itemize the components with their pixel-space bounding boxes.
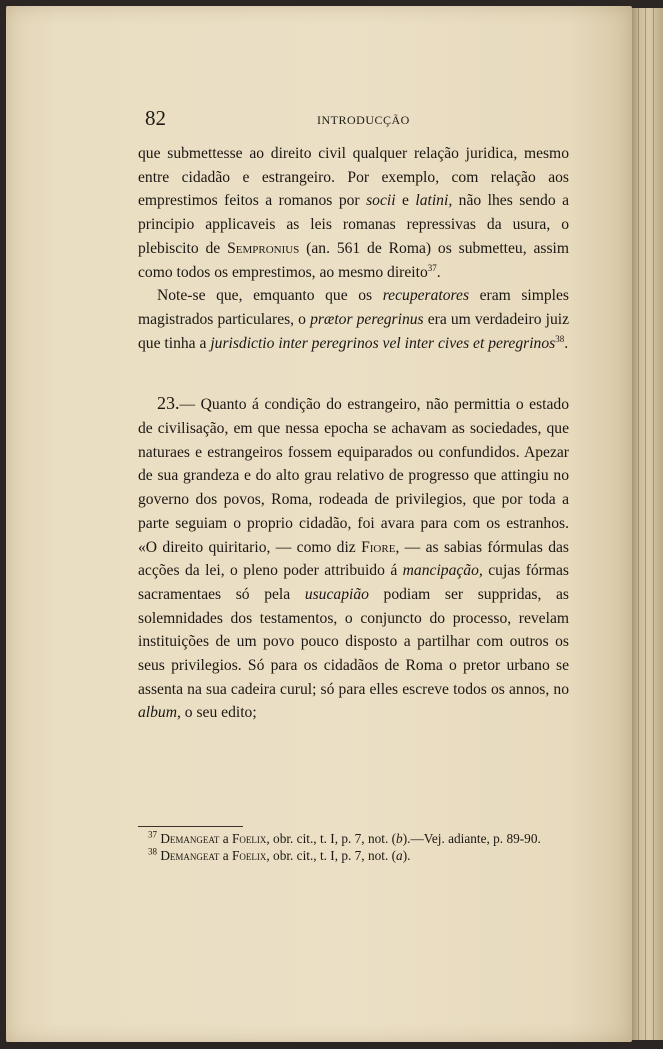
text-run: o seu edito; (180, 704, 257, 722)
page-number: 82 (145, 106, 166, 130)
text-run: , obr. cit., t. I, p. 7, not. ( (266, 848, 397, 863)
term-recuperatores: recuperatores (382, 287, 470, 305)
section-spacer (138, 355, 569, 392)
text-run: e (395, 192, 416, 210)
text-run: cujas fórmas sacramentaes só pela (138, 562, 569, 603)
footnote-divider (138, 826, 243, 827)
footnote-number: 37 (148, 829, 157, 840)
text-run: não lhes sendo a principio applicaveis as leis romanas repressivas da usura, o plebiscito de (138, 192, 570, 257)
footnote-number: 38 (148, 846, 157, 857)
text-run: podiam ser suppridas, as solemnidades dos testamentos, o conjuncto do processo, revelam instituições de um povo pouco disposto a partilhar com outros os seus privilegios. Só para os cidadãos de Roma o pretor urbano se assenta na sua cadeira curul; só para elles escreve todos os annos, no (138, 585, 569, 698)
footnote-author: Demangeat (160, 848, 220, 863)
paragraph-3 (138, 392, 569, 725)
note-letter: a (396, 848, 403, 863)
text-run: que submettesse ao direito civil qualquer relação juridica, mesmo entre cidadão e estrangeiro. Por exemplo, com relação aos emprestimos feitos a romanos por (138, 145, 569, 210)
footnote-38 (138, 847, 569, 864)
text-run: ).—Vej. adiante, p. 89-90. (402, 831, 541, 846)
text-run: , obr. cit., t. I, p. 7, not. ( (266, 831, 397, 846)
text-run: a (219, 831, 232, 846)
text-run: ). (402, 848, 411, 863)
text-run: . (564, 334, 569, 352)
text-run: (an. 561 de Roma) os submetteu, assim como todos os emprestimos, ao mesmo direito (138, 239, 570, 281)
text-run: Note-se que, emquanto que os (157, 287, 383, 305)
term-mancipacao: mancipação, (402, 562, 483, 580)
footnote-37 (138, 830, 569, 847)
running-head: INTRODUCÇÃO (317, 113, 410, 127)
name-fiore: Fiore (361, 538, 396, 556)
page-stack-edge (632, 8, 663, 1040)
footnote-ref-37[interactable]: 37 (427, 262, 437, 273)
footnote-author: Demangeat (160, 831, 220, 846)
paragraph-2 (138, 284, 569, 355)
page-header (145, 106, 575, 136)
text-run: a (219, 848, 232, 863)
section-number: 23. (157, 393, 180, 414)
text-run: eram simples magistrados particulares, o (138, 287, 569, 328)
footnotes (138, 830, 569, 864)
term-praetor-peregrinus: prætor peregrinus (310, 310, 424, 328)
text-run: era um verdadeiro juiz que tinha a (138, 310, 569, 352)
text-run: , — as sabias fórmulas das acções da lei, o pleno poder attribuido á (138, 538, 569, 580)
term-usucapiao: usucapião (304, 585, 369, 603)
name-sempronius: Sempronius (227, 239, 300, 257)
term-socii: socii (366, 192, 396, 210)
term-latini: latini, (415, 192, 453, 210)
note-letter: b (396, 831, 403, 846)
text-run: . (436, 263, 441, 281)
term-album: album, (138, 704, 181, 722)
paragraph-1 (138, 142, 569, 284)
term-jurisdictio: jurisdictio inter peregrinos vel inter cives et peregrinos (210, 334, 556, 352)
footnote-work: Foelix (232, 831, 267, 846)
text-run: — Quanto á condição do estrangeiro, não permittia o estado de civilisação, em que nessa epocha se achavam as sociedades, que naturaes e estrangeiros fossem equiparados ou confundidos. Apezar de sua grandeza e do alto grau relativo de progresso que attingiu no governo dos povos, Roma, rodeada de privilegios, que por toda a parte seguiam o proprio cidadão, foi avara para com os estranhos. «O direito quiritario, — como diz (138, 396, 569, 556)
footnote-ref-38[interactable]: 38 (555, 333, 565, 344)
main-text (138, 142, 569, 725)
footnote-work: Foelix (232, 848, 267, 863)
